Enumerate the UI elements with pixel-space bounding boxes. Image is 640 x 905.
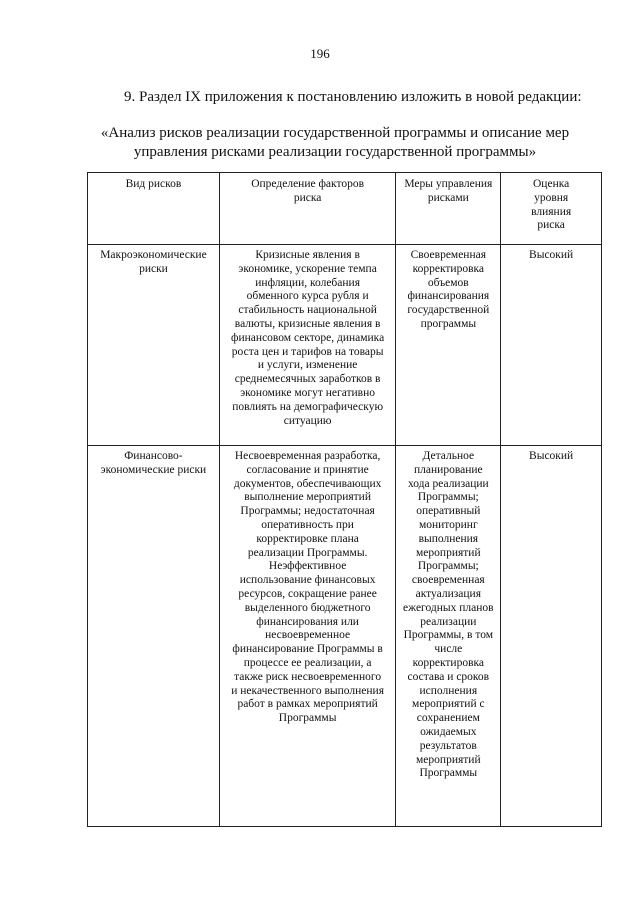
risk-type-text: Финансово- экономические риски xyxy=(100,450,207,476)
table-row xyxy=(88,245,602,446)
section-heading: 9. Раздел IX приложения к постановлению изложить в новой редакции: xyxy=(124,89,582,105)
risk-level-text: Высокий xyxy=(529,249,574,261)
document-title: «Анализ рисков реализации государственной программы и описание мер управления рисками реализации государственной программы» xyxy=(100,125,570,160)
risk-level-text: Высокий xyxy=(529,450,574,462)
risk-measures-text: Детальное планирование хода реализации Программы; оперативный мониторинг выполнения мероприятий Программы; своевременная актуализация ежегодных планов реализации Программы, в том числе корректировка состава и сроков исполнения мероприятий с сохранением ожидаемых результатов мероприятий Программы xyxy=(403,450,494,780)
cell-risk-factors xyxy=(219,245,396,446)
risk-measures-text: Своевременная корректировка объемов финансирования государственной программы xyxy=(407,249,490,330)
cell-risk-factors xyxy=(219,446,396,827)
header-risk-type-label: Вид рисков xyxy=(125,178,182,190)
table-header-row xyxy=(88,173,602,245)
header-risk-type xyxy=(88,173,220,245)
cell-risk-level xyxy=(501,245,602,446)
header-risk-level-label: Оценка уровня влияния риска xyxy=(531,178,572,232)
header-risk-factors xyxy=(219,173,396,245)
table-row xyxy=(88,446,602,827)
header-risk-measures xyxy=(396,173,501,245)
risk-factors-text: Кризисные явления в экономике, ускорение темпа инфляции, колебания обменного курса рубля и стабильность национальной валюты, кризисные явления в финансовом секторе, динамика роста цен и тарифов на товары и услуги, изменение среднемесячных заработков в экономике могут негативно повлиять на демографическую ситуацию xyxy=(231,249,385,427)
risk-type-text: Макроэкономические риски xyxy=(100,249,207,275)
header-risk-measures-label: Меры управления рисками xyxy=(404,178,493,204)
cell-risk-type xyxy=(88,446,220,827)
cell-risk-level xyxy=(501,446,602,827)
header-risk-factors-label: Определение факторов риска xyxy=(251,178,365,204)
page-number: 196 xyxy=(310,46,330,61)
cell-risk-measures xyxy=(396,245,501,446)
cell-risk-type xyxy=(88,245,220,446)
cell-risk-measures xyxy=(396,446,501,827)
risk-factors-text: Несвоевременная разработка, согласование и принятие документов, обеспечивающих выполнение мероприятий Программы; недостаточная оперативность при корректировке плана реализации Программы. Неэффективное использование финансовых ресурсов, сокращение ранее выделенного бюджетного финансирования или несвоевременное финансирование Программы в процессе ее реализации, а также риск несвоевременного и некачественного выполнения работ в рамках мероприятий Программы xyxy=(231,450,384,725)
header-risk-level xyxy=(501,173,602,245)
risk-analysis-table xyxy=(87,172,602,827)
